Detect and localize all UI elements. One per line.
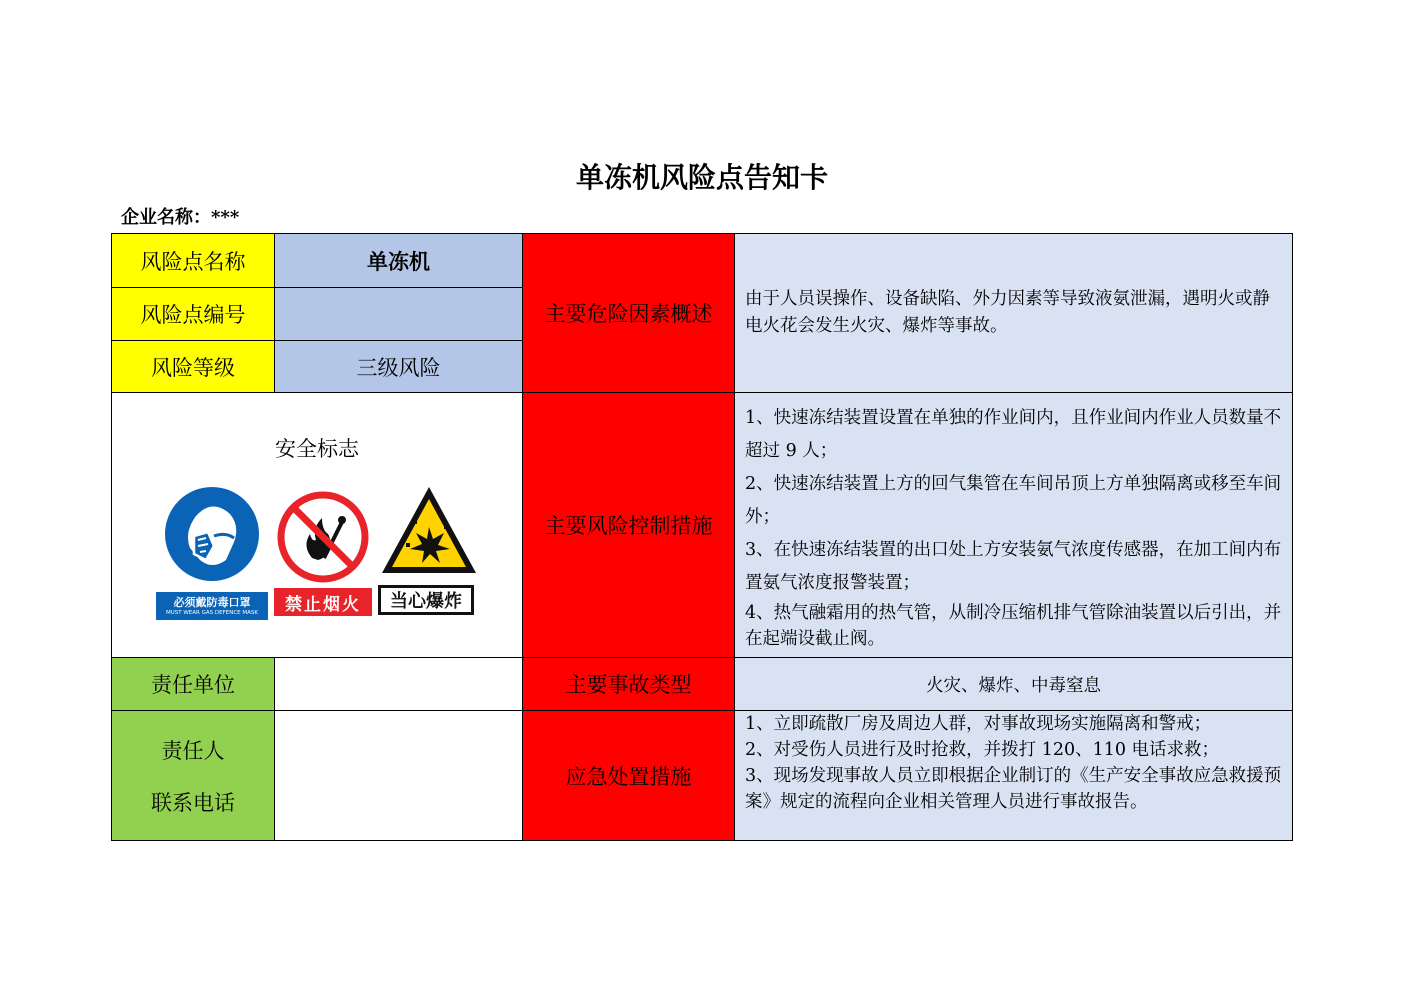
gas-mask-label-en: MUST WEAR GAS DEFENCE MASK xyxy=(165,609,258,616)
risk-code-value xyxy=(274,287,523,341)
controls-text-cell xyxy=(734,392,1293,658)
emergency-item: 1、立即疏散厂房及周边人群，对事故现场实施隔离和警戒； xyxy=(745,714,1212,734)
emergency-item: 3、现场发现事故人员立即根据企业制订的《生产安全事故应急救援预案》规定的流程向企业相关管理人员进行事故报告。 xyxy=(745,766,1282,812)
gas-mask-label-cn: 必须戴防毒口罩 xyxy=(173,595,251,609)
gas-mask-mandatory-icon xyxy=(156,478,268,590)
no-fire-sign xyxy=(274,488,372,622)
safety-signs-title: 安全标志 xyxy=(275,437,359,461)
safety-signs-cell xyxy=(111,392,523,658)
company-label: 企业名称： xyxy=(121,207,211,228)
control-item: 2、快速冻结装置上方的回气集管在车间吊顶上方单独隔离或移至车间外； xyxy=(745,474,1282,527)
responsible-unit-label: 责任单位 xyxy=(111,657,275,711)
risk-name-label: 风险点名称 xyxy=(111,233,275,288)
hazard-label: 主要危险因素概述 xyxy=(522,233,735,393)
no-fire-icon xyxy=(274,488,372,586)
risk-name-value: 单冻机 xyxy=(274,233,523,288)
controls-label: 主要风险控制措施 xyxy=(522,392,735,658)
hazard-text: 由于人员误操作、设备缺陷、外力因素等导致液氨泄漏，遇明火或静电火花会发生火灾、爆炸等事故。 xyxy=(745,289,1270,336)
risk-level-value: 三级风险 xyxy=(274,340,523,393)
responsible-person-label xyxy=(111,710,275,841)
control-item: 3、在快速冻结装置的出口处上方安装氨气浓度传感器，在加工间内布置氨气浓度报警装置； xyxy=(745,540,1282,593)
emergency-text-cell xyxy=(734,710,1293,841)
emergency-label: 应急处置措施 xyxy=(522,710,735,841)
responsible-unit-value xyxy=(274,657,523,711)
control-item: 4、热气融霜用的热气管，从制冷压缩机排气管除油装置以后引出，并在起端设截止阀。 xyxy=(745,603,1282,649)
responsible-person-label-1: 责任人 xyxy=(161,738,225,763)
explosion-warning-icon xyxy=(378,483,480,579)
company-line xyxy=(121,203,239,229)
accident-type-value: 火灾、爆炸、中毒窒息 xyxy=(734,657,1293,711)
explosion-sign xyxy=(378,483,480,621)
responsible-person-value xyxy=(274,710,523,841)
gas-mask-sign xyxy=(156,478,268,619)
responsible-person-label-2: 联系电话 xyxy=(151,790,235,815)
page-title: 单冻机风险点告知卡 xyxy=(575,161,828,194)
company-value: *** xyxy=(211,207,240,228)
hazard-text-cell xyxy=(734,233,1293,393)
emergency-item: 2、对受伤人员进行及时抢救，并拨打 120、110 电话求救； xyxy=(745,740,1220,760)
no-fire-label: 禁止烟火 xyxy=(274,588,372,616)
gas-mask-label xyxy=(156,592,268,620)
accident-type-label: 主要事故类型 xyxy=(522,657,735,711)
explosion-label: 当心爆炸 xyxy=(378,585,474,615)
control-item: 1、快速冻结装置设置在单独的作业间内，且作业间内作业人员数量不超过 9 人； xyxy=(745,408,1282,461)
risk-level-label: 风险等级 xyxy=(111,340,275,393)
risk-code-label: 风险点编号 xyxy=(111,287,275,341)
